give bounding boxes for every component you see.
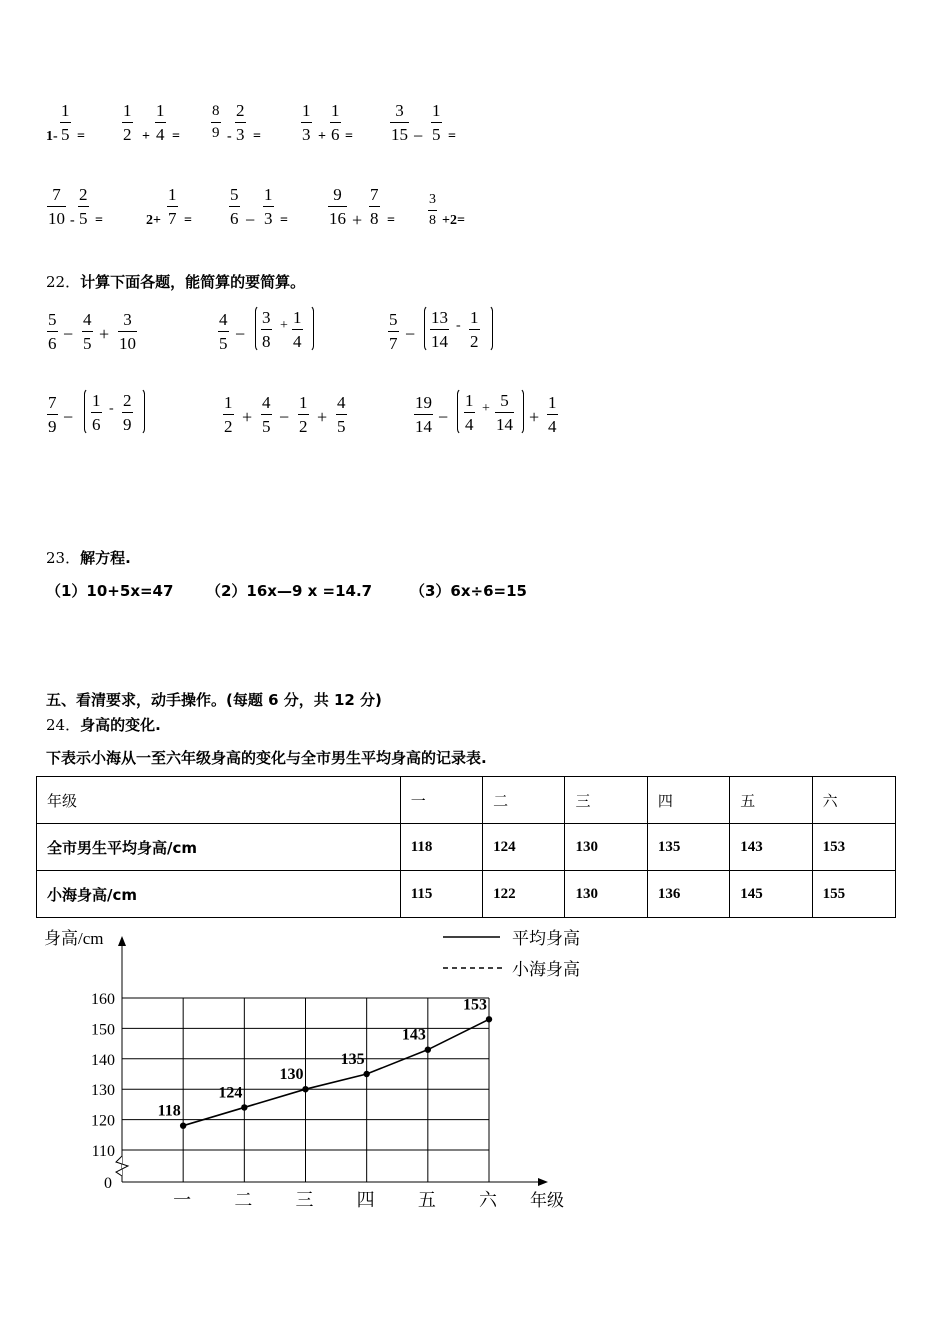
y-tick-label: 150 xyxy=(91,1021,115,1039)
table-cell: 130 xyxy=(565,824,647,871)
height-line-chart xyxy=(0,920,620,1220)
table-cell: 136 xyxy=(647,871,729,918)
fraction: 1 2 xyxy=(123,101,132,144)
question-24-description: 下表示小海从一至六年级身高的变化与全市男生平均身高的记录表. xyxy=(46,749,487,767)
table-cell: 六 xyxy=(812,777,895,824)
legend-label: 小海身高 xyxy=(512,960,580,979)
equals: = xyxy=(184,213,192,228)
question-22-heading: 22．计算下面各题，能简算的要简算。 xyxy=(46,273,306,291)
equals: = xyxy=(345,129,353,144)
table-cell: 全市男生平均身高/cm xyxy=(37,824,401,871)
fraction: 1 7 xyxy=(168,185,177,228)
axis-break-mark xyxy=(116,1156,128,1176)
fraction: 1 4 xyxy=(156,101,165,144)
chart-series xyxy=(158,996,493,1129)
x-tick-label: 四 xyxy=(356,1190,375,1210)
operator: − xyxy=(413,126,424,146)
fraction: 1 6 xyxy=(331,101,340,144)
y-tick-label-zero: 0 xyxy=(104,1175,112,1192)
question-23-heading: 23．解方程. xyxy=(46,549,131,567)
x-axis-arrow xyxy=(538,1178,548,1186)
table-row xyxy=(37,871,896,918)
fraction: 9 16 xyxy=(329,185,346,228)
lead-text: 1- xyxy=(46,129,58,144)
y-tick-label: 130 xyxy=(91,1082,115,1100)
fraction: 1 3 xyxy=(302,101,311,144)
table-cell: 122 xyxy=(483,871,565,918)
data-point xyxy=(486,1016,492,1022)
equals: = xyxy=(448,129,456,144)
table-cell: 130 xyxy=(565,871,647,918)
fraction: 2 5 xyxy=(79,185,88,228)
table-header-row xyxy=(37,777,896,824)
fraction: 7 10 xyxy=(48,185,65,228)
fraction: 7 8 xyxy=(370,185,379,228)
data-label: 124 xyxy=(218,1084,243,1102)
series-line-average xyxy=(183,1019,489,1125)
x-tick-label: 一 xyxy=(173,1190,192,1210)
operator: + xyxy=(142,129,150,144)
data-point xyxy=(180,1122,186,1128)
data-label: 143 xyxy=(401,1026,426,1044)
equals: = xyxy=(172,129,180,144)
equals: = xyxy=(77,129,85,144)
data-label: 118 xyxy=(157,1102,181,1120)
question-24-heading: 24．身高的变化. xyxy=(46,716,161,734)
height-record-table xyxy=(36,776,896,918)
data-point xyxy=(363,1071,369,1077)
section-5-heading: 五、看清要求，动手操作。(每题 6 分，共 12 分) xyxy=(46,691,382,709)
operator: + xyxy=(352,210,363,230)
fraction: 1 3 xyxy=(264,185,273,228)
equals: = xyxy=(253,129,261,144)
data-point xyxy=(302,1086,308,1092)
y-axis-arrow xyxy=(118,936,126,946)
y-axis-title: 身高/cm xyxy=(44,929,104,948)
x-tick-label: 五 xyxy=(417,1190,436,1210)
operator: - xyxy=(227,129,232,144)
fraction: 2 3 xyxy=(236,101,245,144)
table-row xyxy=(37,824,896,871)
chart-axes xyxy=(116,936,548,1186)
table-cell: 二 xyxy=(483,777,565,824)
equation-2: （2）16x—9 x =14.7 xyxy=(206,582,373,600)
fraction: 1 5 xyxy=(432,101,441,144)
table-cell: 四 xyxy=(647,777,729,824)
table-cell: 年级 xyxy=(37,777,401,824)
tail-text: +2= xyxy=(442,213,465,228)
x-axis-title: 年级 xyxy=(530,1191,564,1210)
y-tick-label: 110 xyxy=(91,1143,115,1160)
operator: + xyxy=(318,129,326,144)
equation-1: （1）10+5x=47 xyxy=(46,582,174,600)
y-tick-label: 120 xyxy=(91,1112,115,1130)
operator: − xyxy=(245,210,256,230)
operator: - xyxy=(70,213,75,228)
table-cell: 153 xyxy=(812,824,895,871)
table-cell: 三 xyxy=(565,777,647,824)
data-point xyxy=(425,1046,431,1052)
y-tick-label: 160 xyxy=(91,991,115,1008)
equals: = xyxy=(95,213,103,228)
chart-legend xyxy=(443,929,580,979)
y-tick-label: 140 xyxy=(91,1051,115,1069)
data-label: 135 xyxy=(340,1051,365,1068)
table-cell: 小海身高/cm xyxy=(37,871,401,918)
fraction: 1 5 xyxy=(61,101,70,144)
equation-3: （3）6x÷6=15 xyxy=(410,582,527,600)
lead-text: 2+ xyxy=(146,213,161,228)
fraction: 8 9 xyxy=(212,103,220,141)
table-cell: 143 xyxy=(730,824,812,871)
table-cell: 135 xyxy=(647,824,729,871)
x-tick-label: 二 xyxy=(234,1190,253,1210)
table-cell: 155 xyxy=(812,871,895,918)
x-tick-label: 六 xyxy=(479,1190,497,1210)
legend-label: 平均身高 xyxy=(512,929,580,948)
fraction: 3 15 xyxy=(391,101,408,144)
equals: = xyxy=(387,213,395,228)
x-tick-label: 三 xyxy=(295,1190,314,1210)
table-cell: 115 xyxy=(400,871,482,918)
equals: = xyxy=(280,213,288,228)
data-label: 130 xyxy=(279,1066,304,1084)
data-point xyxy=(241,1104,247,1110)
fraction: 3 8 xyxy=(429,192,436,228)
table-cell: 五 xyxy=(730,777,812,824)
table-cell: 一 xyxy=(400,777,482,824)
data-label: 153 xyxy=(463,996,487,1014)
table-cell: 124 xyxy=(483,824,565,871)
fraction: 5 6 xyxy=(230,185,239,228)
table-cell: 145 xyxy=(730,871,812,918)
table-cell: 118 xyxy=(400,824,482,871)
